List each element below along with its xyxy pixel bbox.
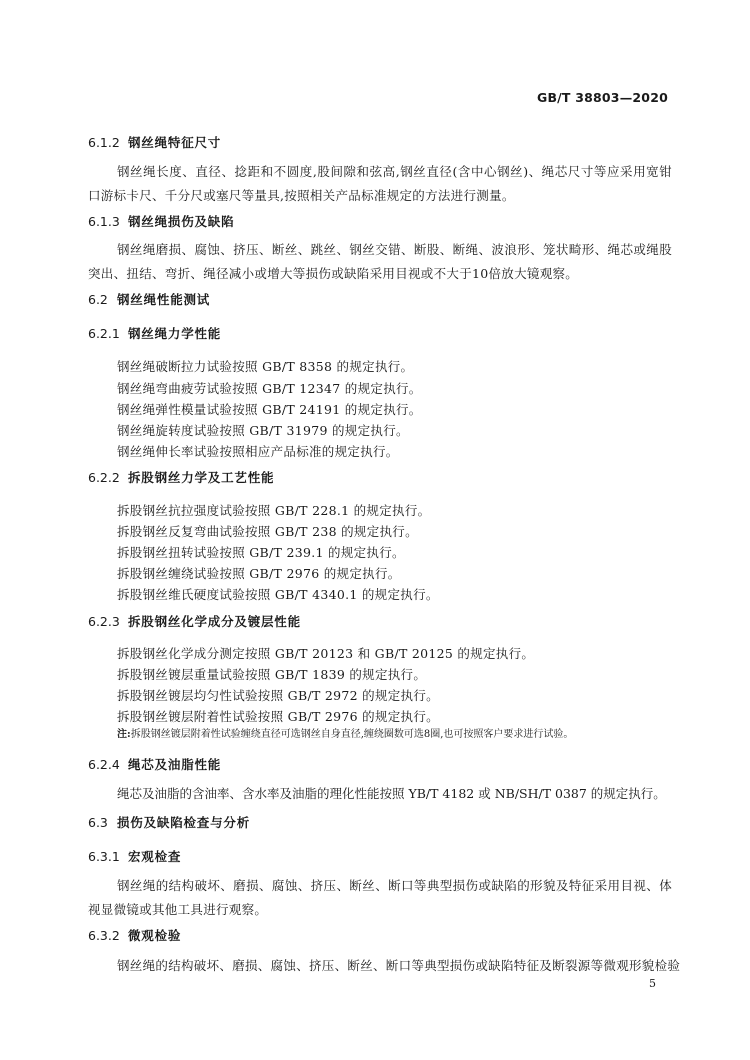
note <box>117 728 677 742</box>
list-item: 钢丝绳伸长率试验按照相应产品标准的规定执行。 <box>117 444 399 459</box>
section-number: 6.1.3 <box>88 214 120 229</box>
page-number: 5 <box>649 977 656 990</box>
section-title: 宏观检查 <box>128 849 182 864</box>
standard-number: GB/T 38803—2020 <box>536 90 668 105</box>
list-item: 钢丝绳旋转度试验按照 GB/T 31979 的规定执行。 <box>117 423 409 438</box>
list-item: 拆股钢丝缠绕试验按照 GB/T 2976 的规定执行。 <box>117 566 401 581</box>
section-heading-6-1-2 <box>88 135 672 151</box>
list-item: 钢丝绳弯曲疲劳试验按照 GB/T 12347 的规定执行。 <box>117 381 422 396</box>
section-paragraph-6-2-4: 绳芯及油脂的含油率、含水率及油脂的理化性能按照 YB/T 4182 或 NB/SH/T 0387 的规定执行。 <box>117 786 666 801</box>
section-paragraph-6-1-2: 钢丝绳长度、直径、捻距和不圆度,股间隙和弦高,钢丝直径(含中心钢丝)、绳芯尺寸等应采用宽钳口游标卡尺、千分尺或塞尺等量具,按照相关产品标准规定的方法进行测量。 <box>88 164 672 203</box>
list-item: 拆股钢丝镀层附着性试验按照 GB/T 2976 的规定执行。 <box>117 709 439 724</box>
section-heading-6-2-2 <box>88 470 672 486</box>
section-title: 钢丝绳特征尺寸 <box>128 135 222 150</box>
list-item: 拆股钢丝维氏硬度试验按照 GB/T 4340.1 的规定执行。 <box>117 587 439 602</box>
section-heading-6-2-1 <box>88 326 672 342</box>
list-item: 拆股钢丝化学成分测定按照 GB/T 20123 和 GB/T 20125 的规定执行。 <box>117 646 535 661</box>
section-heading-6-3 <box>88 815 672 831</box>
section-paragraph-6-1-3: 钢丝绳磨损、腐蚀、挤压、断丝、跳丝、钢丝交错、断股、断绳、波浪形、笼状畸形、绳芯或绳股突出、扭结、弯折、绳径减小或增大等损伤或缺陷采用目视或不大于10倍放大镜观察。 <box>88 242 672 281</box>
section-number: 6.3 <box>88 815 108 830</box>
note-label: 注: <box>117 729 131 740</box>
section-number: 6.2.1 <box>88 326 120 341</box>
list-item: 拆股钢丝镀层均匀性试验按照 GB/T 2972 的规定执行。 <box>117 688 439 703</box>
section-title: 钢丝绳力学性能 <box>128 326 222 341</box>
list-item: 钢丝绳弹性模量试验按照 GB/T 24191 的规定执行。 <box>117 402 422 417</box>
section-number: 6.2.2 <box>88 470 120 485</box>
section-title: 拆股钢丝力学及工艺性能 <box>128 470 275 485</box>
list-item: 拆股钢丝抗拉强度试验按照 GB/T 228.1 的规定执行。 <box>117 503 431 518</box>
section-title: 绳芯及油脂性能 <box>128 757 222 772</box>
section-number: 6.2.3 <box>88 614 120 629</box>
section-heading-6-2-3 <box>88 614 672 630</box>
list-item: 拆股钢丝镀层重量试验按照 GB/T 1839 的规定执行。 <box>117 667 427 682</box>
section-heading-6-1-3 <box>88 214 672 230</box>
section-title: 拆股钢丝化学成分及镀层性能 <box>128 614 301 629</box>
section-number: 6.3.2 <box>88 928 120 943</box>
section-title: 钢丝绳损伤及缺陷 <box>128 214 235 229</box>
section-title: 微观检验 <box>128 928 182 943</box>
section-number: 6.3.1 <box>88 849 120 864</box>
section-heading-6-2-4 <box>88 757 672 773</box>
section-number: 6.2.4 <box>88 757 120 772</box>
section-heading-6-3-1 <box>88 849 672 865</box>
section-title: 损伤及缺陷检查与分析 <box>117 815 251 830</box>
note-text: 拆股钢丝镀层附着性试验缠绕直径可选钢丝自身直径,缠绕圈数可选8圈,也可按照客户要求进行试验。 <box>130 729 574 740</box>
section-heading-6-2 <box>88 292 672 308</box>
section-paragraph-6-3-1: 钢丝绳的结构破坏、磨损、腐蚀、挤压、断丝、断口等典型损伤或缺陷的形貌及特征采用目视、体视显微镜或其他工具进行观察。 <box>88 878 672 917</box>
list-item: 拆股钢丝扭转试验按照 GB/T 239.1 的规定执行。 <box>117 545 405 560</box>
list-item: 钢丝绳破断拉力试验按照 GB/T 8358 的规定执行。 <box>117 359 414 374</box>
list-item: 拆股钢丝反复弯曲试验按照 GB/T 238 的规定执行。 <box>117 524 418 539</box>
section-title: 钢丝绳性能测试 <box>117 292 211 307</box>
section-paragraph-6-3-2: 钢丝绳的结构破坏、磨损、腐蚀、挤压、断丝、断口等典型损伤或缺陷特征及断裂源等微观形貌检验 <box>117 958 681 973</box>
section-heading-6-3-2 <box>88 928 672 944</box>
section-number: 6.2 <box>88 292 108 307</box>
section-number: 6.1.2 <box>88 135 120 150</box>
